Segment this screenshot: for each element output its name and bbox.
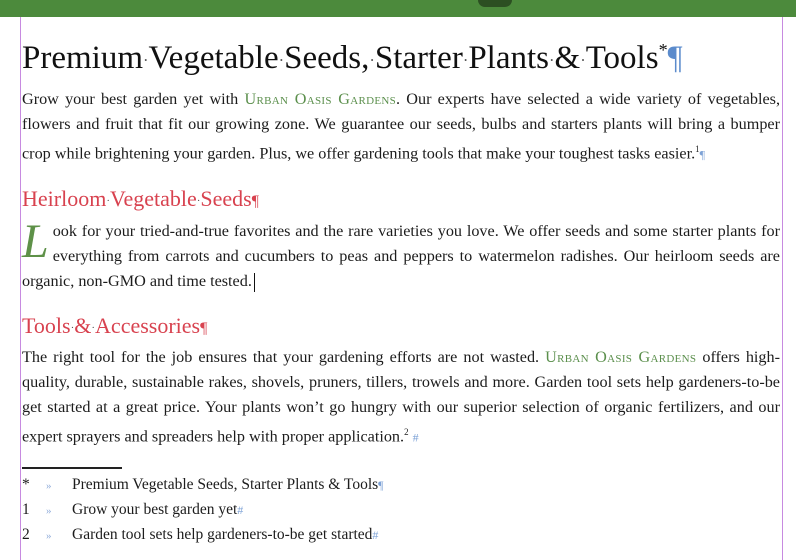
footnote-text[interactable]: Premium Vegetable Seeds, Starter Plants & Tools <box>72 476 379 493</box>
document-page[interactable] <box>22 24 780 450</box>
footnote-text[interactable]: Garden tool sets help gardeners-to-be get started <box>72 526 373 543</box>
footnote-ref-2[interactable]: 2 <box>404 426 409 437</box>
footnote-number: 1 <box>22 501 30 518</box>
header-decoration <box>478 0 512 7</box>
footnote-separator <box>22 467 122 469</box>
footnote-item[interactable] <box>22 522 722 547</box>
tab-mark: » <box>46 480 52 492</box>
intro-paragraph[interactable]: Grow your best garden yet with Urban Oasis Gardens. Our experts have selected a wide variety of vegetables, flowers and fruit that fit our growing zone. We guarantee our seeds, bulbs and starters plants will bring a bumper crop while brightening your garden. Plus, we offer gardening tools that make your toughest tasks easier.$^1$¶ <box>22 90 780 163</box>
drop-cap: L <box>22 214 49 268</box>
footnotes <box>22 472 722 547</box>
pilcrow-mark: ¶ <box>667 40 683 76</box>
tab-mark: » <box>46 530 52 542</box>
tab-mark: » <box>46 505 52 517</box>
heirloom-paragraph[interactable]: Look for your tried-and-true favorites and the rare varieties you love. We offer seeds and some starter plants for everything from carrots and cucumbers to peas and peppers to watermelon radishes. Our heirloom seeds are organic, non-GMO and time tested. <box>22 214 780 290</box>
document-header-bar <box>0 0 796 17</box>
end-of-story-mark: # <box>237 503 244 517</box>
footnote-ref-star[interactable]: * <box>658 40 668 60</box>
right-margin-guide <box>782 17 783 560</box>
pilcrow-mark: ¶ <box>378 478 384 492</box>
footnote-text[interactable]: Grow your best garden yet <box>72 501 238 518</box>
footnote-ref-1[interactable]: 1 <box>695 144 700 155</box>
heading-tools-accessories[interactable]: Tools·&·Accessories¶ <box>22 312 208 338</box>
footnote-item[interactable] <box>22 472 722 497</box>
pilcrow-mark: ¶ <box>200 319 208 337</box>
tools-paragraph[interactable]: The right tool for the job ensures that your gardening efforts are not wasted. Urban Oasis Gardens offers high-quality, durable, sustainable rakes, shovels, pruners, tillers, trowels and more. Garden tool sets help gardeners-to-be get started at a great price. Your plants won’t go hungry with our superior selection of organic fertilizers, and our expert sprayers and spreaders help with proper application.$^2$ # <box>22 347 780 446</box>
brand-name: Urban Oasis Gardens <box>244 90 397 109</box>
page-title[interactable]: Premium·Vegetable·Seeds,·Starter·Plants·&·Tools*¶ <box>22 40 683 76</box>
text-cursor <box>254 273 255 292</box>
brand-name: Urban Oasis Gardens <box>545 347 697 366</box>
pilcrow-mark: ¶ <box>699 147 706 162</box>
end-of-story-mark: # <box>372 528 379 542</box>
heading-heirloom-seeds[interactable]: Heirloom·Vegetable·Seeds¶ <box>22 185 259 211</box>
end-of-story-mark: # <box>412 430 419 445</box>
footnote-number: 2 <box>22 526 30 543</box>
footnote-number: * <box>22 476 30 493</box>
footnote-item[interactable] <box>22 497 722 522</box>
left-margin-guide <box>20 17 21 560</box>
pilcrow-mark: ¶ <box>251 192 259 210</box>
